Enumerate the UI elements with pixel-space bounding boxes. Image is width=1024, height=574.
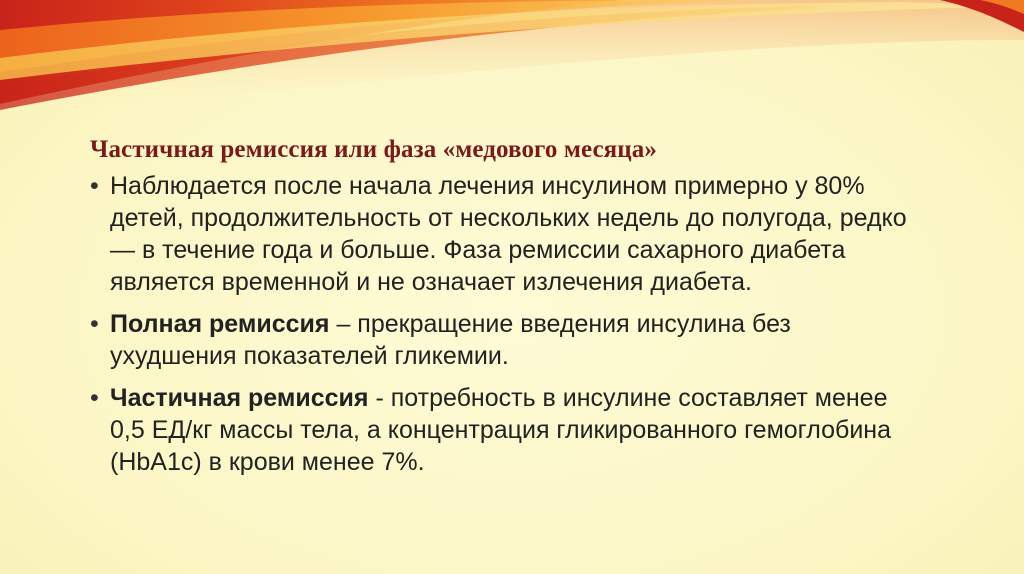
bullet-text: Наблюдается после начала лечения инсулином примерно у 80% детей, продолжительность от нескольких недель до полугода, редко — в течение года и больше. Фаза ремиссии сахарного диабета является временной и не означает излечения диабета.: [110, 172, 907, 296]
bullet-icon: •: [90, 310, 99, 338]
bullet-term: Частичная ремиссия: [110, 384, 369, 412]
slide-heading: Частичная ремиссия или фаза «медового месяца»: [90, 136, 657, 163]
bullet-term: Полная ремиссия: [110, 310, 330, 338]
bullet-icon: •: [90, 172, 99, 200]
bullet-text: - потребность в инсулине составляет менее 0,5 ЕД/кг массы тела, а концентрация гликированного гемоглобина (HbA1c) в крови менее 7%.: [110, 384, 892, 476]
slide-content: [90, 136, 950, 488]
bullet-list: [90, 170, 950, 478]
bullet-text: – прекращение введения инсулина без ухудшения показателей гликемии.: [110, 310, 791, 370]
bullet-icon: •: [90, 384, 99, 412]
decorative-swoosh: [0, 0, 1024, 140]
bullet-item-honeymoon: [90, 170, 920, 298]
bullet-item-full-remission: [90, 308, 920, 372]
bullet-item-partial-remission: [90, 382, 920, 478]
